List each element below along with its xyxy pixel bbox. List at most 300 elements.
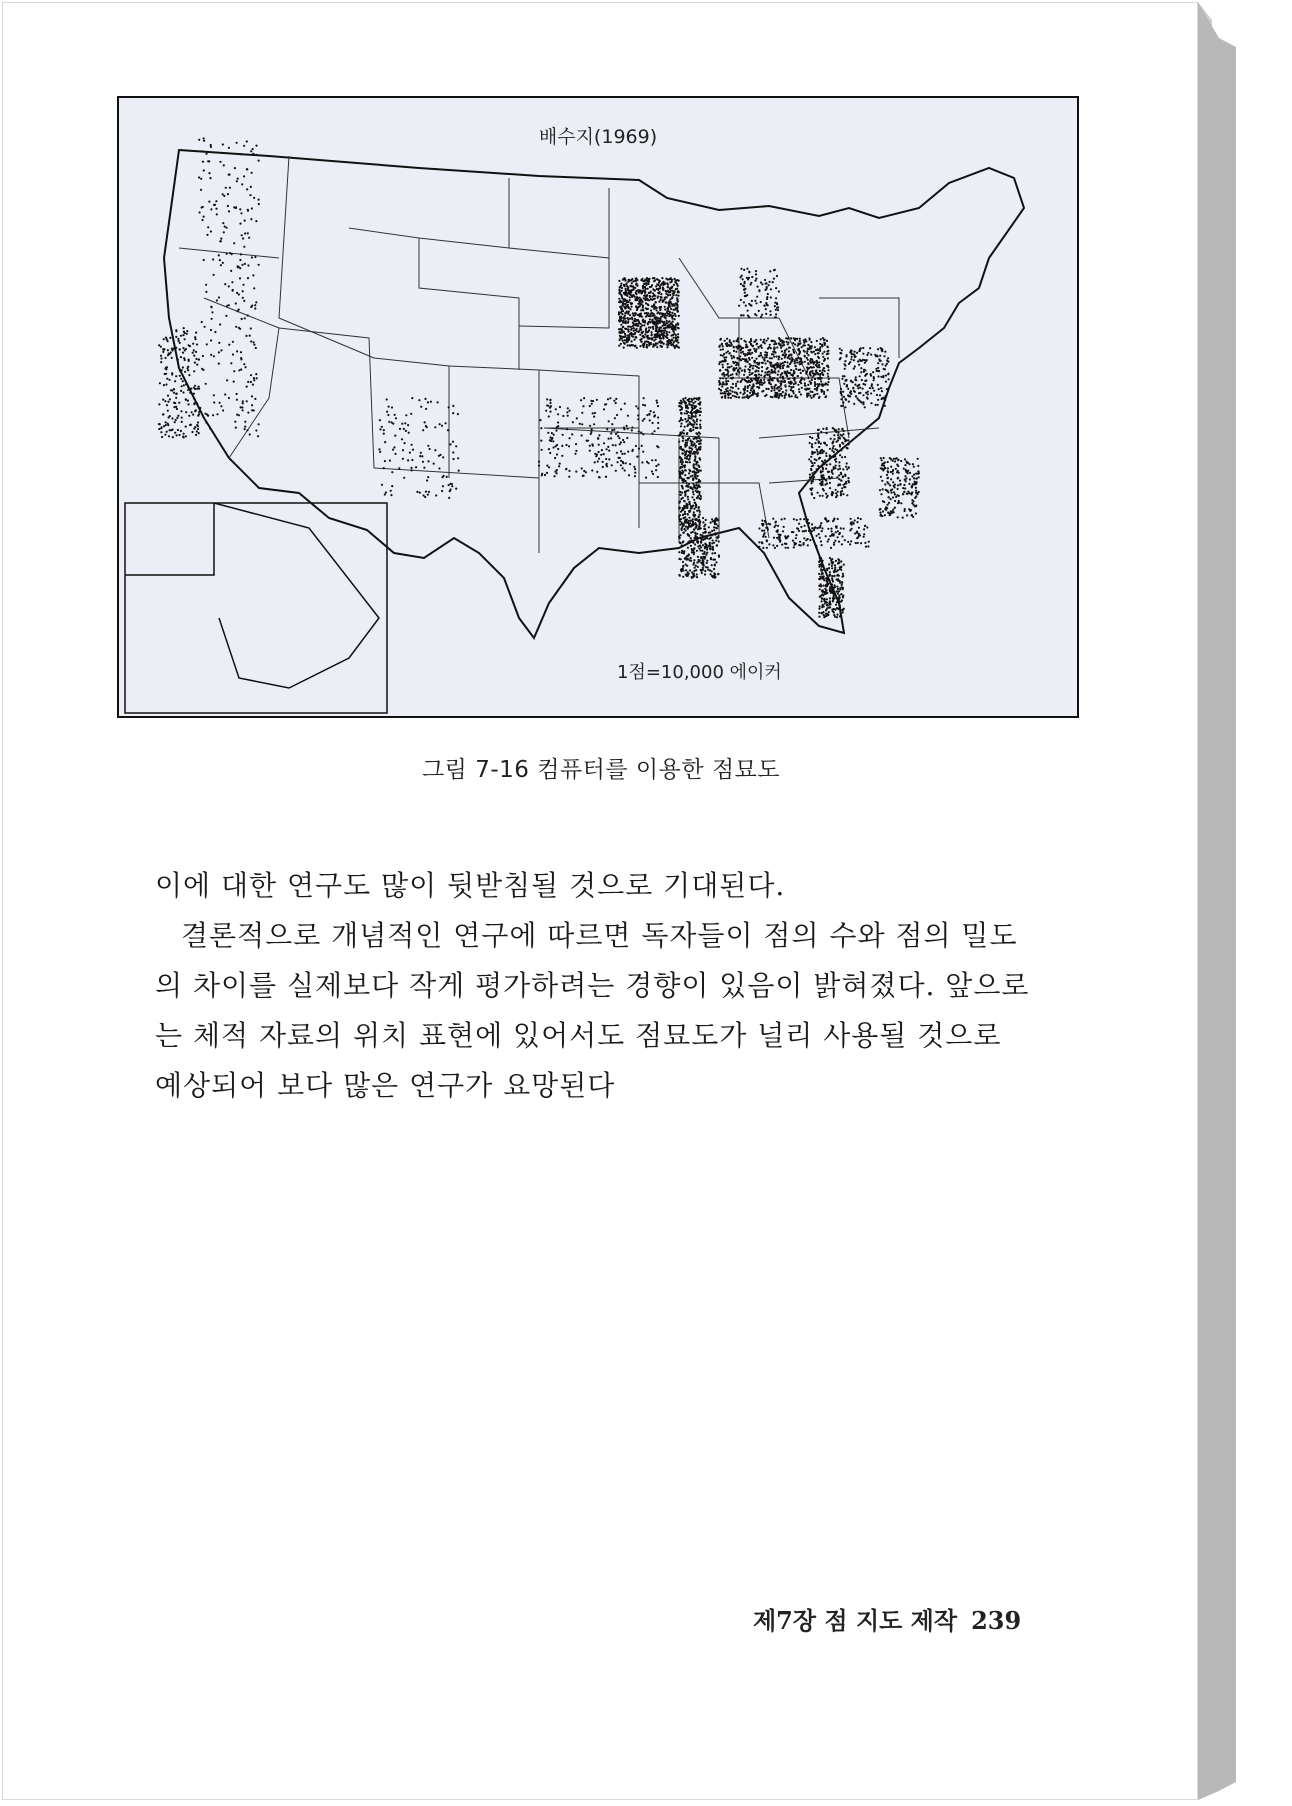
map-dot	[692, 402, 694, 404]
map-dot	[631, 328, 633, 330]
map-dot	[685, 558, 687, 560]
map-dot	[833, 428, 835, 430]
map-dot	[655, 338, 657, 340]
map-dot	[799, 352, 801, 354]
map-dot	[175, 393, 177, 395]
map-dot	[786, 370, 788, 372]
map-dot	[798, 361, 800, 363]
map-dot	[639, 334, 641, 336]
map-dot	[838, 608, 840, 610]
map-dot	[576, 417, 578, 419]
map-dot	[623, 331, 625, 333]
map-dot	[696, 538, 698, 540]
map-dot	[687, 454, 689, 456]
map-dot	[411, 444, 413, 446]
map-dot	[387, 414, 389, 416]
map-dot	[725, 369, 727, 371]
map-dot	[842, 587, 844, 589]
map-dot	[455, 445, 457, 447]
map-dot	[750, 344, 752, 346]
map-dot	[246, 188, 248, 190]
map-dot	[857, 542, 859, 544]
map-dot	[856, 352, 858, 354]
map-dot	[837, 491, 839, 493]
map-dot	[858, 384, 860, 386]
map-dot	[768, 284, 770, 286]
map-dot	[247, 412, 249, 414]
map-dot	[180, 356, 182, 358]
map-dot	[198, 386, 200, 388]
map-dot	[195, 332, 197, 334]
map-dot	[818, 364, 820, 366]
map-dot	[816, 340, 818, 342]
map-dot	[869, 387, 871, 389]
map-dot	[681, 544, 683, 546]
map-dot	[902, 487, 904, 489]
map-dot	[696, 418, 698, 420]
text-line: 의 차이를 실제보다 작게 평가하려는 경향이 있음이 밝혀졌다. 앞으로	[155, 969, 1030, 1002]
map-dot	[557, 448, 559, 450]
map-dot	[686, 458, 688, 460]
map-dot	[761, 382, 763, 384]
map-dot	[688, 417, 690, 419]
map-dot	[707, 566, 709, 568]
map-dot	[652, 422, 654, 424]
map-dot	[634, 333, 636, 335]
map-dot	[704, 531, 706, 533]
map-dot	[682, 461, 684, 463]
map-dot	[608, 420, 610, 422]
map-dot	[383, 467, 385, 469]
map-dot	[829, 535, 831, 537]
map-dot	[655, 324, 657, 326]
map-dot	[817, 429, 819, 431]
map-dot	[831, 608, 833, 610]
map-dot	[835, 604, 837, 606]
map-dot	[764, 351, 766, 353]
map-dot	[234, 421, 236, 423]
map-dot	[654, 306, 656, 308]
map-dot	[769, 344, 771, 346]
map-dot	[405, 430, 407, 432]
map-dot	[402, 449, 404, 451]
map-dot	[670, 290, 672, 292]
map-dot	[635, 297, 637, 299]
map-dot	[771, 369, 773, 371]
map-dot	[656, 309, 658, 311]
map-dot	[660, 337, 662, 339]
map-dot	[841, 543, 843, 545]
map-dot	[188, 344, 190, 346]
map-dot	[793, 371, 795, 373]
map-dot	[452, 405, 454, 407]
map-dot	[223, 195, 225, 197]
map-dot	[772, 371, 774, 373]
map-dot	[211, 311, 213, 313]
map-dot	[899, 480, 901, 482]
map-dot	[820, 563, 822, 565]
map-dot	[626, 425, 628, 427]
map-dot	[744, 288, 746, 290]
map-dot	[610, 437, 612, 439]
map-dot	[696, 411, 698, 413]
map-dot	[770, 390, 772, 392]
map-dot	[688, 510, 690, 512]
map-dot	[196, 430, 198, 432]
map-dot	[773, 278, 775, 280]
map-dot	[201, 219, 203, 221]
map-dot	[250, 306, 252, 308]
map-dot	[249, 335, 251, 337]
map-dot	[832, 473, 834, 475]
map-dot	[704, 570, 706, 572]
map-dot	[887, 511, 889, 513]
map-dot	[751, 276, 753, 278]
map-dot	[718, 556, 720, 558]
map-dot	[845, 355, 847, 357]
map-dot	[767, 293, 769, 295]
map-dot	[642, 344, 644, 346]
map-dot	[247, 314, 249, 316]
map-dot	[210, 208, 212, 210]
map-dot	[864, 406, 866, 408]
map-dot	[654, 414, 656, 416]
map-dot	[185, 435, 187, 437]
map-dot	[702, 517, 704, 519]
map-dot	[677, 295, 679, 297]
map-dot	[784, 350, 786, 352]
map-dot	[653, 277, 655, 279]
map-dot	[175, 375, 177, 377]
map-dot	[647, 299, 649, 301]
map-dot	[689, 461, 691, 463]
map-dot	[799, 518, 801, 520]
map-dot	[657, 446, 659, 448]
map-dot	[825, 609, 827, 611]
map-dot	[752, 365, 754, 367]
map-dot	[686, 425, 688, 427]
map-dot	[545, 410, 547, 412]
map-dot	[255, 154, 257, 156]
map-dot	[255, 429, 257, 431]
map-dot	[624, 469, 626, 471]
map-dot	[751, 373, 753, 375]
map-dot	[806, 366, 808, 368]
map-dot	[693, 559, 695, 561]
map-dot	[696, 491, 698, 493]
map-dot	[814, 381, 816, 383]
map-dot	[685, 469, 687, 471]
map-dot	[435, 494, 437, 496]
map-dot	[909, 472, 911, 474]
map-dot	[889, 457, 891, 459]
map-dot	[685, 504, 687, 506]
map-dot	[676, 304, 678, 306]
map-dot	[750, 338, 752, 340]
map-dot	[747, 368, 749, 370]
map-dot	[777, 386, 779, 388]
map-dot	[197, 415, 199, 417]
map-dot	[691, 507, 693, 509]
map-dot	[636, 309, 638, 311]
map-dot	[847, 541, 849, 543]
map-dot	[906, 493, 908, 495]
map-dot	[687, 496, 689, 498]
map-dot	[635, 337, 637, 339]
map-dot	[158, 428, 160, 430]
map-dot	[666, 320, 668, 322]
map-dot	[628, 311, 630, 313]
map-dot	[251, 409, 253, 411]
map-dot	[778, 358, 780, 360]
map-dot	[708, 526, 710, 528]
map-dot	[212, 414, 214, 416]
map-dot	[659, 309, 661, 311]
map-dot	[761, 314, 763, 316]
map-dot	[644, 280, 646, 282]
map-dot	[892, 496, 894, 498]
map-dot	[851, 524, 853, 526]
map-dot	[781, 395, 783, 397]
map-dot	[622, 279, 624, 281]
map-dot	[684, 491, 686, 493]
map-dot	[682, 419, 684, 421]
map-dot	[887, 361, 889, 363]
map-dot	[796, 527, 798, 529]
map-dot	[882, 488, 884, 490]
map-dot	[914, 481, 916, 483]
map-dot	[735, 385, 737, 387]
map-dot	[736, 373, 738, 375]
map-dot	[735, 367, 737, 369]
map-dot	[769, 376, 771, 378]
map-dot	[424, 421, 426, 423]
map-dot	[818, 608, 820, 610]
map-dot	[176, 434, 178, 436]
map-dot	[913, 474, 915, 476]
map-dot	[692, 419, 694, 421]
map-dot	[792, 386, 794, 388]
map-dot	[899, 484, 901, 486]
map-dot	[204, 326, 206, 328]
map-dot	[720, 354, 722, 356]
map-dot	[418, 399, 420, 401]
map-dot	[821, 345, 823, 347]
map-dot	[419, 492, 421, 494]
map-dot	[699, 521, 701, 523]
map-dot	[228, 210, 230, 212]
map-dot	[701, 539, 703, 541]
map-dot	[753, 389, 755, 391]
map-dot	[915, 487, 917, 489]
map-dot	[227, 193, 229, 195]
map-dot	[407, 424, 409, 426]
map-dot	[653, 336, 655, 338]
map-dot	[646, 344, 648, 346]
map-dot	[635, 445, 637, 447]
map-dot	[822, 578, 824, 580]
map-dot	[627, 451, 629, 453]
map-dot	[777, 306, 779, 308]
map-dot	[862, 383, 864, 385]
map-dot	[679, 475, 681, 477]
map-dot	[674, 313, 676, 315]
map-dot	[877, 348, 879, 350]
map-dot	[680, 423, 682, 425]
map-dot	[569, 437, 571, 439]
map-dot	[767, 360, 769, 362]
map-dot	[833, 542, 835, 544]
map-dot	[621, 295, 623, 297]
map-dot	[650, 298, 652, 300]
map-dot	[205, 422, 207, 424]
map-dot	[175, 419, 177, 421]
map-dot	[169, 337, 171, 339]
map-dot	[779, 338, 781, 340]
map-dot	[831, 565, 833, 567]
map-dot	[572, 421, 574, 423]
map-dot	[880, 457, 882, 459]
map-dot	[727, 363, 729, 365]
map-dot	[775, 287, 777, 289]
map-dot	[688, 415, 690, 417]
map-dot	[701, 534, 703, 536]
map-dot	[647, 312, 649, 314]
map-dot	[676, 344, 678, 346]
map-dot	[666, 315, 668, 317]
map-dot	[404, 442, 406, 444]
map-dot	[750, 340, 752, 342]
map-dot	[666, 337, 668, 339]
map-dot	[182, 347, 184, 349]
map-dot	[877, 399, 879, 401]
map-dot	[439, 423, 441, 425]
map-dot	[844, 363, 846, 365]
map-dot	[887, 467, 889, 469]
map-dot	[873, 390, 875, 392]
map-dot	[833, 468, 835, 470]
map-dot	[761, 366, 763, 368]
map-dot	[678, 507, 680, 509]
map-dot	[549, 436, 551, 438]
map-dot	[381, 426, 383, 428]
map-dot	[836, 476, 838, 478]
map-dot	[844, 360, 846, 362]
map-dot	[634, 472, 636, 474]
map-dot	[744, 295, 746, 297]
map-dot	[642, 404, 644, 406]
map-dot	[776, 275, 778, 277]
map-dot	[185, 398, 187, 400]
map-dot	[784, 352, 786, 354]
map-dot	[768, 370, 770, 372]
map-dot	[626, 437, 628, 439]
map-dot	[681, 485, 683, 487]
map-dot	[392, 423, 394, 425]
map-dot	[246, 429, 248, 431]
map-dot	[651, 284, 653, 286]
map-dot	[843, 564, 845, 566]
map-dot	[672, 290, 674, 292]
map-dot	[710, 558, 712, 560]
map-dot	[743, 269, 745, 271]
map-dot	[696, 573, 698, 575]
map-dot	[711, 552, 713, 554]
map-dot	[867, 545, 869, 547]
map-dot	[827, 369, 829, 371]
map-dot	[821, 527, 823, 529]
map-dot	[881, 398, 883, 400]
map-dot	[842, 433, 844, 435]
map-dot	[660, 293, 662, 295]
map-dot	[827, 540, 829, 542]
map-dot	[672, 315, 674, 317]
map-dot	[888, 378, 890, 380]
map-dot	[581, 423, 583, 425]
map-dot	[749, 359, 751, 361]
map-dot	[836, 616, 838, 618]
map-dot	[238, 309, 240, 311]
map-dot	[721, 396, 723, 398]
map-dot	[180, 390, 182, 392]
map-dot	[751, 394, 753, 396]
map-dot	[865, 392, 867, 394]
map-dot	[847, 388, 849, 390]
map-dot	[171, 417, 173, 419]
map-dot	[682, 576, 684, 578]
map-dot	[182, 334, 184, 336]
map-dot	[695, 436, 697, 438]
map-dot	[814, 353, 816, 355]
map-dot	[703, 525, 705, 527]
map-dot	[794, 343, 796, 345]
map-dot	[853, 403, 855, 405]
map-dot	[725, 352, 727, 354]
map-dot	[692, 426, 694, 428]
map-dot	[766, 296, 768, 298]
map-dot	[880, 347, 882, 349]
map-dot	[680, 413, 682, 415]
map-dot	[863, 536, 865, 538]
map-dot	[623, 428, 625, 430]
map-dot	[869, 347, 871, 349]
map-dot	[627, 317, 629, 319]
map-dot	[831, 491, 833, 493]
map-dot	[182, 352, 184, 354]
map-dot	[839, 609, 841, 611]
map-dot	[748, 277, 750, 279]
map-dot	[627, 288, 629, 290]
map-dot	[395, 417, 397, 419]
map-dot	[733, 350, 735, 352]
map-dot	[844, 474, 846, 476]
map-dot	[853, 359, 855, 361]
map-dot	[762, 547, 764, 549]
map-dot	[803, 537, 805, 539]
map-dot	[776, 302, 778, 304]
map-dot	[737, 369, 739, 371]
map-dot	[635, 277, 637, 279]
map-dot	[864, 542, 866, 544]
map-dot	[621, 330, 623, 332]
map-dot	[628, 474, 630, 476]
map-dot	[907, 472, 909, 474]
map-dot	[797, 342, 799, 344]
map-dot	[191, 411, 193, 413]
map-dot	[629, 463, 631, 465]
map-dot	[581, 467, 583, 469]
map-dot	[762, 536, 764, 538]
